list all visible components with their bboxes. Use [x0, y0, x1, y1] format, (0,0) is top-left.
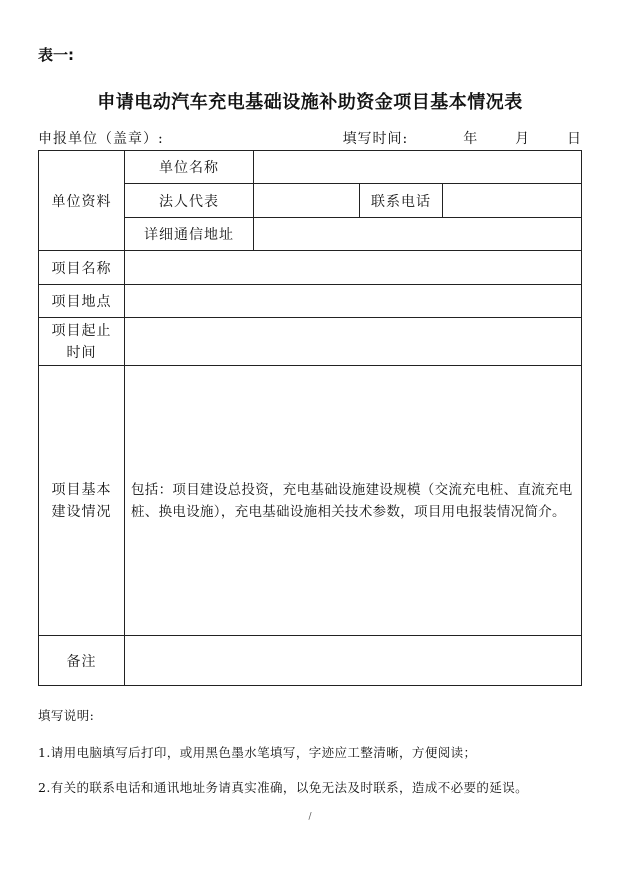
- form-title: 申请电动汽车充电基础设施补助资金项目基本情况表: [97, 92, 523, 113]
- legal-rep-field[interactable]: [254, 184, 360, 218]
- phone-label: 联系电话: [360, 184, 443, 218]
- construction-label: [39, 366, 125, 636]
- fill-date-label: 填写时间:: [342, 131, 409, 147]
- instruction-item-1: 1.请用电脑填写后打印，或用黑色墨水笔填写，字迹应工整清晰，方便阅读；: [38, 745, 477, 760]
- month-label: 月: [515, 131, 531, 147]
- project-period-label: [39, 318, 125, 366]
- address-field[interactable]: [254, 218, 582, 251]
- project-period-label-line2: 时间: [66, 344, 97, 361]
- construction-label-line1: 项目基本: [51, 481, 112, 498]
- project-name-field[interactable]: [125, 251, 582, 285]
- address-label: 详细通信地址: [125, 218, 254, 251]
- fill-date-row: [343, 128, 582, 148]
- page-number: /: [308, 812, 312, 822]
- unit-info-label: 单位资料: [39, 151, 125, 251]
- legal-rep-label: 法人代表: [125, 184, 254, 218]
- remarks-field[interactable]: [125, 636, 582, 686]
- unit-name-field[interactable]: [254, 151, 582, 184]
- project-period-label-line1: 项目起止: [51, 322, 112, 339]
- construction-description: 包括：项目建设总投资，充电基础设施建设规模（交流充电桩、直流充电桩、换电设施），充电基础设施相关技术参数，项目用电报装情况简介。: [131, 481, 573, 520]
- applicant-unit-label: 申报单位（盖章）:: [38, 131, 164, 147]
- construction-label-line2: 建设情况: [51, 503, 112, 520]
- project-period-field[interactable]: [125, 318, 582, 366]
- project-location-label: 项目地点: [39, 285, 125, 318]
- day-label: 日: [567, 131, 582, 147]
- year-label: 年: [463, 131, 479, 147]
- unit-name-label: 单位名称: [125, 151, 254, 184]
- remarks-label: 备注: [39, 636, 125, 686]
- instructions-title: 填写说明:: [38, 708, 95, 723]
- construction-field[interactable]: [125, 366, 582, 636]
- project-info-table: [38, 150, 582, 686]
- phone-field[interactable]: [443, 184, 582, 218]
- project-name-label: 项目名称: [39, 251, 125, 285]
- table-number-label: 表一:: [38, 46, 74, 64]
- instruction-item-2: 2.有关的联系电话和通讯地址务请真实准确，以免无法及时联系，造成不必要的延误。: [38, 780, 529, 795]
- project-location-field[interactable]: [125, 285, 582, 318]
